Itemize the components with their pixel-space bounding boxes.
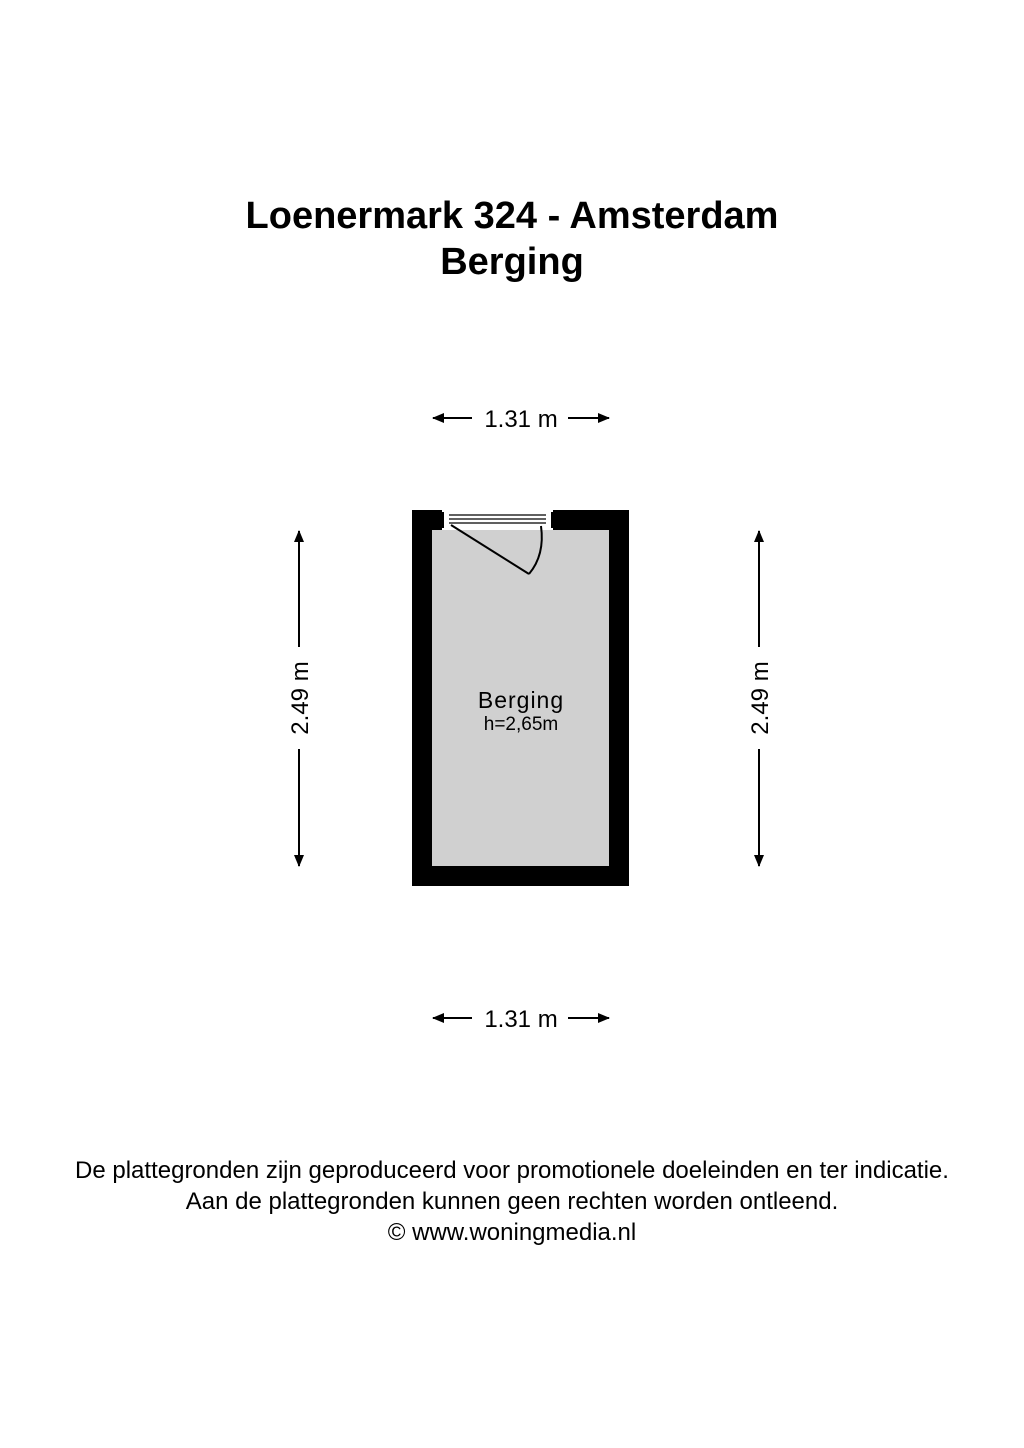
room-berging [412,510,629,886]
dimension-left [287,531,314,866]
disclaimer-line-1: De plattegronden zijn geproduceerd voor promotionele doeleinden en ter indicatie. [75,1157,949,1184]
disclaimer-line-2: Aan de plattegronden kunnen geen rechten worden ontleend. [185,1188,839,1215]
dimension-right [747,531,774,866]
dimension-label-bottom: 1.31 m [484,1006,558,1033]
door-opening [442,510,553,530]
dimension-label-left: 2.49 m [287,661,314,735]
room-height-label: h=2,65m [483,714,559,735]
room-label: Berging [477,687,565,713]
dimension-label-right: 2.49 m [747,661,774,735]
dimension-top [433,406,609,433]
copyright-line: © www.woningmedia.nl [387,1219,637,1246]
dimension-bottom [433,1006,609,1033]
dimension-label-top: 1.31 m [484,406,558,433]
page-subtitle: Berging [440,241,584,283]
page-title: Loenermark 324 - Amsterdam [245,195,779,237]
